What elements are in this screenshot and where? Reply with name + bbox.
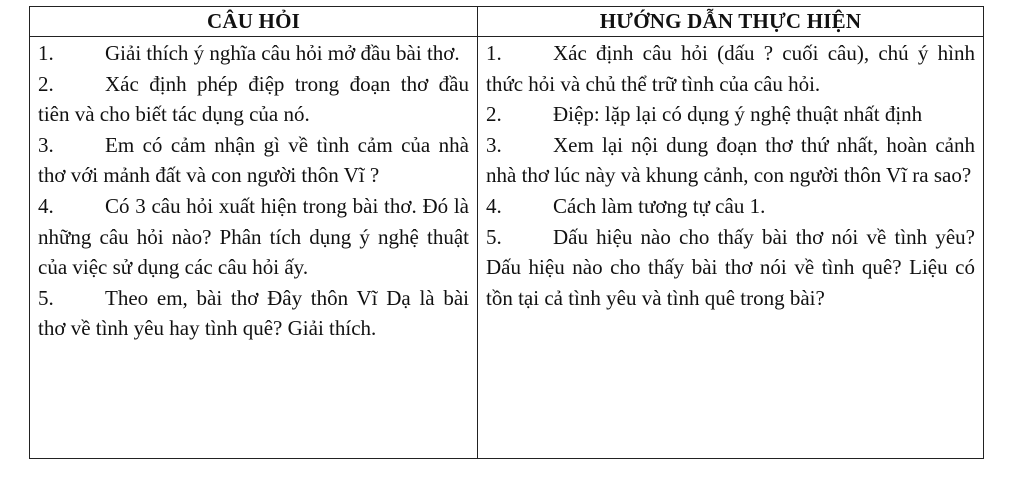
- guide-number: 2.: [486, 102, 502, 127]
- guide-item: [486, 38, 975, 99]
- question-item: [38, 69, 469, 130]
- guide-number: 5.: [486, 224, 502, 249]
- guide-text: Xác định câu hỏi (dấu ? cuối câu), chú ý hình thức hỏi và chủ thể trữ tình của câu hỏi.: [486, 41, 975, 96]
- question-number: 5.: [38, 285, 54, 310]
- header-questions: CÂU HỎI: [30, 7, 478, 36]
- question-item: [38, 283, 469, 344]
- guide-number: 1.: [486, 41, 502, 65]
- question-number: 1.: [38, 41, 54, 65]
- guide-item: [486, 191, 975, 222]
- guide-text: Điệp: lặp lại có dụng ý nghệ thuật nhất định: [553, 102, 923, 127]
- question-item: [38, 130, 469, 191]
- header-guides: HƯỚNG DẪN THỰC HIỆN: [599, 9, 862, 33]
- guides-cell: [478, 37, 983, 458]
- questions-cell: [30, 37, 478, 458]
- guide-number: 3.: [486, 132, 502, 157]
- question-item: [38, 191, 469, 283]
- question-text: Em có cảm nhận gì về tình cảm của nhà thơ với mảnh đất và con người thôn Vĩ ?: [38, 132, 469, 188]
- question-number: 3.: [38, 132, 54, 157]
- guide-text: Cách làm tương tự câu 1.: [553, 193, 766, 218]
- guide-number: 4.: [486, 193, 502, 218]
- guide-item: [486, 222, 975, 314]
- question-number: 2.: [38, 71, 54, 96]
- guide-item: [486, 99, 975, 130]
- table-header-row: [30, 7, 983, 37]
- guide-text: Dấu hiệu nào cho thấy bài thơ nói về tình yêu? Dấu hiệu nào cho thấy bài thơ nói về tình quê? Liệu có tồn tại cả tình yêu và tình quê trong bài?: [486, 224, 975, 310]
- guide-text: Xem lại nội dung đoạn thơ thứ nhất, hoàn cảnh nhà thơ lúc này và khung cảnh, con người thôn Vĩ ra sao?: [486, 132, 975, 188]
- question-item: [38, 38, 469, 69]
- question-text: Có 3 câu hỏi xuất hiện trong bài thơ. Đó là những câu hỏi nào? Phân tích dụng ý nghệ thuật của việc sử dụng các câu hỏi ấy.: [38, 193, 469, 280]
- question-number: 4.: [38, 193, 54, 218]
- questions-table: [29, 6, 984, 459]
- table-body-row: [30, 37, 983, 458]
- question-text: Theo em, bài thơ Đây thôn Vĩ Dạ là bài thơ về tình yêu hay tình quê? Giải thích.: [38, 285, 469, 341]
- question-text: Giải thích ý nghĩa câu hỏi mở đầu bài thơ.: [105, 41, 460, 65]
- guide-item: [486, 130, 975, 191]
- question-text: Xác định phép điệp trong đoạn thơ đầu tiên và cho biết tác dụng của nó.: [38, 71, 469, 127]
